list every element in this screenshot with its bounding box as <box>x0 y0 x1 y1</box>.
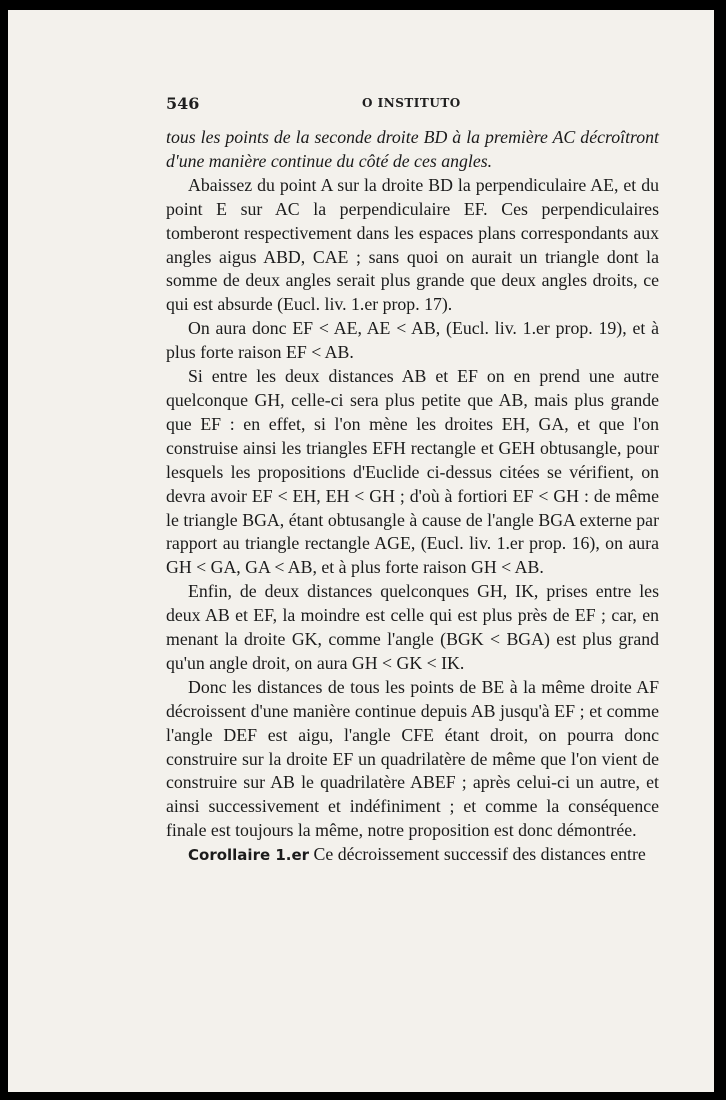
paragraph-conclusion: Donc les distances de tous les points de BE à la même droite AF décroissent d'une manière continue depuis AB jusqu'à EF ; et comme l'angle DEF est aigu, l'angle CFE étant droit, on pourra donc construire sur la droite EF un quadrilatère de même que l'on vient de construire sur AB le quadrilatère ABEF ; après celui-ci un autre, et ainsi successivement et indéfiniment ; et comme la conséquence finale est toujours la même, notre proposition est donc démontrée. <box>166 676 659 841</box>
corollary-label: Corollaire 1.er <box>188 846 310 865</box>
page-number: 546 <box>166 94 200 113</box>
journal-title: O INSTITUTO <box>362 96 461 110</box>
book-page <box>8 10 714 1092</box>
running-head <box>166 90 659 116</box>
paragraph-two-distances: Enfin, de deux distances quelconques GH, IK, prises entre les deux AB et EF, la moindre est celle qui est plus près de EF ; car, en menant la droite GK, comme l'angle (BGK < BGA) est plus grand qu'un angle droit, on aura GH < GK < IK. <box>166 581 659 673</box>
body-text <box>166 126 659 868</box>
paragraph-perpendiculars: Abaissez du point A sur la droite BD la perpendiculaire AE, et du point E sur AC la perpendiculaire EF. Ces perpendiculaires tomberont respectivement dans les espaces plans correspondants aux angles aigus ABD, CAE ; sans quoi on aurait un triangle dont la somme de deux angles serait plus grande que deux angles droits, ce qui est absurde (Eucl. liv. 1.er prop. 17). <box>166 174 659 315</box>
corollary-text: Ce décroissement successif des distances entre <box>313 844 646 865</box>
paragraph-inequalities: On aura donc EF < AE, AE < AB, (Eucl. liv. 1.er prop. 19), et à plus forte raison EF < AB. <box>166 318 659 363</box>
corollary-paragraph <box>166 843 659 868</box>
paragraph-intermediate-distance: Si entre les deux distances AB et EF on en prend une autre quelconque GH, celle-ci sera plus petite que AB, mais plus grande que EF : en effet, si l'on mène les droites EH, GA, et que l'on construise ainsi les triangles EFH rectangle et GEH obtusangle, pour lesquels les propositions d'Euclide ci-dessus citées se vérifient, on devra avoir EF < EH, EH < GH ; d'où à fortiori EF < GH : de même le triangle BGA, étant obtusangle à cause de l'angle BGA externe par rapport au triangle rectangle AGE, (Eucl. liv. 1.er prop. 16), on aura GH < GA, GA < AB, et à plus forte raison GH < AB. <box>166 366 659 578</box>
lead-sentence: tous les points de la seconde droite BD à la première AC décroîtront d'une manière continue du côté de ces angles. <box>166 127 659 171</box>
